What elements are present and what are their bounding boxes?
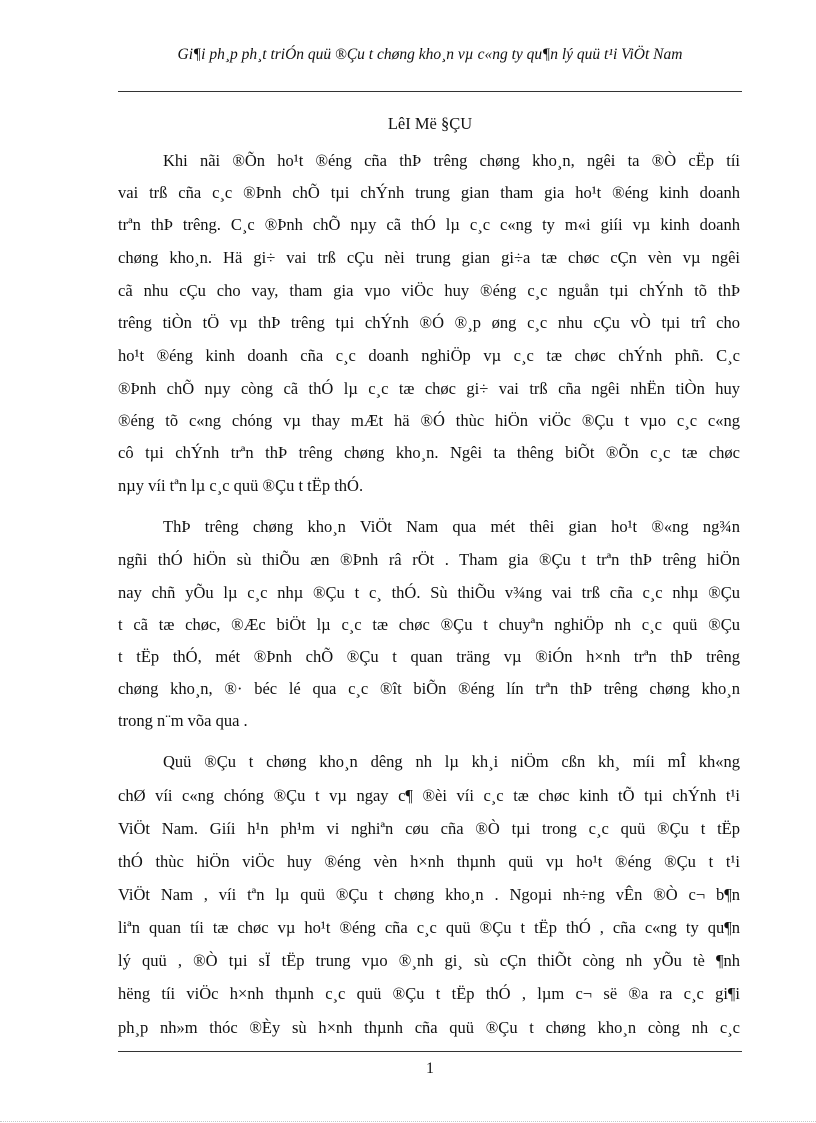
paragraph-1-line-6: trêng tiÒn tÖ vµ thÞ trêng tµi chÝnh ®Ó ®¸p øng c¸c nhu cÇu vÒ tµi trî cho (118, 313, 740, 332)
paragraph-3-line-1: Quü ®Çu t chøng kho¸n dêng nh lµ kh¸i niÖm cßn kh¸ míi mÎ kh«ng (163, 752, 740, 771)
page-number: 1 (426, 1060, 434, 1077)
paragraph-1-line-9: ®éng tõ c«ng chóng vµ thay mÆt hä ®Ó thùc hiÖn viÖc ®Çu t vµo c¸c c«ng (118, 411, 740, 430)
paragraph-3-line-7: lý quü , ®Ò tµi sÏ tËp trung vµo ®¸nh gi¸ sù cÇn thiÕt còng nh yÕu tè ¶nh (118, 951, 740, 970)
paragraph-1-line-5: cã nhu cÇu cho vay, tham gia vµo viÖc huy ®éng c¸c nguån tµi chÝnh tõ thÞ (118, 281, 740, 300)
paragraph-3-line-3: ViÖt Nam. Giíi h¹n ph¹m vi nghiªn cøu cña ®Ò tµi trong c¸c quü ®Çu t tËp (118, 819, 740, 838)
paragraph-2-line-4: t cã tæ chøc, ®Æc biÖt lµ c¸c tæ chøc ®Çu t chuyªn nghiÖp nh c¸c quü ®Çu (118, 615, 740, 634)
paragraph-1-line-1: Khi nãi ®Õn ho¹t ®éng cña thÞ trêng chøng kho¸n, ngêi ta ®Ò cËp tíi (163, 151, 740, 170)
paragraph-1-line-7: ho¹t ®éng kinh doanh cña c¸c doanh nghiÖp vµ c¸c tæ chøc chÝnh phñ. C¸c (118, 346, 740, 365)
paragraph-2-line-5: t tËp thÓ, mét ®Þnh chÕ ®Çu t quan träng vµ ®iÓn h×nh trªn thÞ trêng (118, 647, 740, 666)
paragraph-2-line-3: nay chñ yÕu lµ c¸c nhµ ®Çu t c¸ thÓ. Sù thiÕu v¾ng vai trß cña c¸c nhµ ®Çu (118, 583, 740, 602)
paragraph-3-line-2: chØ víi c«ng chóng ®Çu t vµ ngay c¶ ®èi víi c¸c tæ chøc kinh tÕ tµi chÝnh t¹i (118, 786, 740, 805)
page-edge (0, 1121, 816, 1122)
paragraph-3-line-9: ph¸p nh»m thóc ®Èy sù h×nh thµnh cña quü ®Çu t chøng kho¸n còng nh c¸c (118, 1018, 740, 1037)
paragraph-2-line-6: chøng kho¸n, ®· béc lé qua c¸c ®ît biÕn ®éng lín trªn thÞ trêng chøng kho¸n (118, 679, 740, 698)
paragraph-3-line-8: hëng tíi viÖc h×nh thµnh c¸c quü ®Çu t tËp thÓ , lµm c¬ së ®a ra c¸c gi¶i (118, 984, 740, 1003)
paragraph-2-line-1: ThÞ trêng chøng kho¸n ViÖt Nam qua mét thêi gian ho¹t ®«ng ng¾n (163, 517, 740, 536)
paragraph-3-line-4: thÓ thùc hiÖn viÖc huy ®éng vèn h×nh thµnh quü vµ ho¹t ®éng ®Çu t t¹i (118, 852, 740, 871)
paragraph-1-line-10: cô tµi chÝnh trªn thÞ trêng chøng kho¸n. Ngêi ta thêng biÕt ®Õn c¸c tæ chøc (118, 443, 740, 462)
paragraph-1-line-3: trªn thÞ trêng. C¸c ®Þnh chÕ nµy cã thÓ lµ c¸c c«ng ty m«i giíi vµ kinh doanh (118, 215, 740, 234)
paragraph-1-line-8: ®Þnh chÕ nµy còng cã thÓ lµ c¸c tæ chøc gi÷ vai trß cña ngêi nhËn tiÒn huy (118, 379, 740, 398)
footer-rule (118, 1051, 742, 1052)
paragraph-2-line-7: trong n¨m võa qua . (118, 711, 248, 730)
paragraph-1-line-2: vai trß cña c¸c ®Þnh chÕ tµi chÝnh trung gian tham gia ho¹t ®éng kinh doanh (118, 183, 740, 202)
header-rule (118, 91, 742, 92)
paragraph-3-line-5: ViÖt Nam , víi tªn lµ quü ®Çu t chøng kho¸n . Ngoµi nh÷ng vÊn ®Ò c¬ b¶n (118, 885, 740, 904)
paragraph-1-line-11: nµy víi tªn lµ c¸c quü ®Çu t tËp thÓ. (118, 476, 364, 495)
paragraph-3-line-6: liªn quan tíi tæ chøc vµ ho¹t ®éng cña c¸c quü ®Çu t tËp thÓ , cña c«ng ty qu¶n (118, 918, 740, 937)
running-header: Gi¶i ph¸p ph¸t triÓn quü ®Çu t chøng kho¸n vµ c«ng ty qu¶n lý quü t¹i ViÖt Nam (177, 46, 683, 63)
document-title: LêI Më §ÇU (387, 114, 473, 133)
paragraph-2-line-2: ngñi thÓ hiÖn sù thiÕu æn ®Þnh râ rÖt . Tham gia ®Çu t trªn thÞ trêng hiÖn (118, 550, 740, 569)
paragraph-1-line-4: chøng kho¸n. Hä gi÷ vai trß cÇu nèi trung gian gi÷a tæ chøc cÇn vèn vµ ngêi (118, 248, 740, 267)
